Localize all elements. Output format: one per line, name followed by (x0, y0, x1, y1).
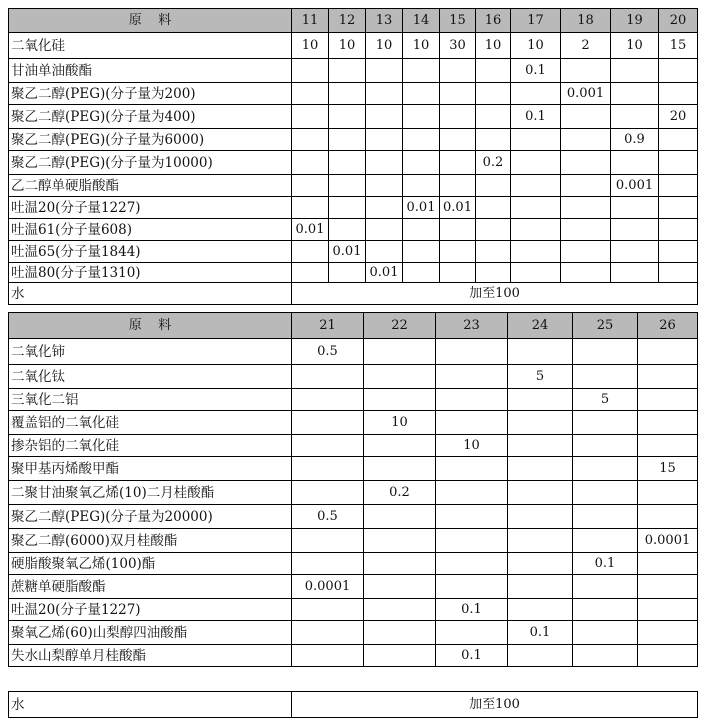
amount-cell (561, 151, 611, 175)
ingredient-name: 聚乙二醇(PEG)(分子量为10000) (9, 151, 292, 175)
amount-cell (508, 389, 573, 411)
amount-cell (364, 553, 436, 575)
table-row (9, 481, 698, 505)
amount-cell: 0.0001 (638, 529, 698, 553)
amount-cell (573, 339, 638, 365)
amount-cell (364, 645, 436, 667)
table1-body (9, 9, 698, 305)
example-number-header: 24 (508, 313, 573, 339)
table2-water-row (8, 691, 698, 718)
amount-cell (573, 411, 638, 435)
amount-cell (366, 241, 403, 263)
amount-cell (440, 105, 476, 129)
amount-cell: 10 (403, 33, 440, 59)
amount-cell (292, 263, 329, 283)
amount-cell (436, 457, 508, 481)
ingredient-name: 聚乙二醇(PEG)(分子量为20000) (9, 505, 292, 529)
amount-cell (476, 59, 511, 83)
table-row (9, 529, 698, 553)
amount-cell (561, 197, 611, 219)
ingredient-name: 吐温80(分子量1310) (9, 263, 292, 283)
ingredient-name: 甘油单油酸酯 (9, 59, 292, 83)
amount-cell (573, 645, 638, 667)
table-row (9, 389, 698, 411)
amount-cell (436, 365, 508, 389)
amount-cell (364, 505, 436, 529)
amount-cell (573, 365, 638, 389)
header-row (9, 313, 698, 339)
amount-cell (573, 505, 638, 529)
amount-cell (403, 175, 440, 197)
table-row (9, 263, 698, 283)
material-column-header: 原 料 (9, 313, 292, 339)
amount-cell (508, 553, 573, 575)
amount-cell (561, 175, 611, 197)
water-amount: 加至100 (292, 283, 698, 305)
table2-body (9, 313, 698, 667)
example-number-header: 26 (638, 313, 698, 339)
amount-cell (364, 599, 436, 621)
table-row (9, 365, 698, 389)
amount-cell (508, 505, 573, 529)
amount-cell (638, 411, 698, 435)
example-number-header: 21 (292, 313, 364, 339)
amount-cell: 5 (508, 365, 573, 389)
water-label: 水 (9, 692, 292, 718)
amount-cell (573, 435, 638, 457)
amount-cell (329, 219, 366, 241)
amount-cell (436, 339, 508, 365)
amount-cell (436, 529, 508, 553)
amount-cell (364, 339, 436, 365)
example-number-header: 22 (364, 313, 436, 339)
amount-cell (611, 263, 659, 283)
table-row (9, 411, 698, 435)
amount-cell (638, 505, 698, 529)
amount-cell (476, 175, 511, 197)
amount-cell (364, 365, 436, 389)
table-row (9, 219, 698, 241)
amount-cell: 0.1 (436, 645, 508, 667)
example-number-header: 18 (561, 9, 611, 33)
amount-cell (364, 457, 436, 481)
amount-cell (440, 263, 476, 283)
ingredient-name: 聚乙二醇(PEG)(分子量为400) (9, 105, 292, 129)
amount-cell (638, 645, 698, 667)
amount-cell (659, 241, 698, 263)
table-row (9, 241, 698, 263)
ingredient-name: 聚甲基丙烯酸甲酯 (9, 457, 292, 481)
amount-cell (659, 263, 698, 283)
amount-cell (440, 219, 476, 241)
amount-cell: 5 (573, 389, 638, 411)
amount-cell (403, 241, 440, 263)
amount-cell: 0.1 (436, 599, 508, 621)
amount-cell (292, 621, 364, 645)
example-number-header: 23 (436, 313, 508, 339)
formulation-table-examples-11-20 (8, 8, 698, 305)
amount-cell (329, 175, 366, 197)
amount-cell (329, 105, 366, 129)
amount-cell (508, 339, 573, 365)
amount-cell (638, 575, 698, 599)
amount-cell: 0.01 (329, 241, 366, 263)
amount-cell: 0.1 (573, 553, 638, 575)
water-row (9, 283, 698, 305)
amount-cell (403, 105, 440, 129)
amount-cell (573, 457, 638, 481)
ingredient-name: 二聚甘油聚氧乙烯(10)二月桂酸酯 (9, 481, 292, 505)
table-row (9, 33, 698, 59)
water-amount: 加至100 (292, 692, 698, 718)
ingredient-name: 硬脂酸聚氧乙烯(100)酯 (9, 553, 292, 575)
amount-cell (366, 219, 403, 241)
amount-cell: 0.9 (611, 129, 659, 151)
amount-cell (638, 481, 698, 505)
table-row (9, 105, 698, 129)
amount-cell (561, 105, 611, 129)
table-row (9, 83, 698, 105)
amount-cell (329, 83, 366, 105)
amount-cell: 30 (440, 33, 476, 59)
amount-cell (292, 481, 364, 505)
amount-cell (511, 129, 561, 151)
amount-cell (476, 241, 511, 263)
amount-cell (364, 389, 436, 411)
table-row (9, 59, 698, 83)
amount-cell (611, 197, 659, 219)
amount-cell (511, 175, 561, 197)
amount-cell: 10 (476, 33, 511, 59)
amount-cell (366, 59, 403, 83)
amount-cell (292, 59, 329, 83)
amount-cell (366, 175, 403, 197)
ingredient-name: 聚乙二醇(PEG)(分子量为6000) (9, 129, 292, 151)
amount-cell: 10 (292, 33, 329, 59)
amount-cell: 20 (659, 105, 698, 129)
amount-cell: 0.001 (611, 175, 659, 197)
amount-cell (403, 129, 440, 151)
amount-cell (573, 599, 638, 621)
amount-cell (292, 529, 364, 553)
amount-cell: 0.2 (364, 481, 436, 505)
ingredient-name: 吐温61(分子量608) (9, 219, 292, 241)
amount-cell (611, 151, 659, 175)
example-number-header: 25 (573, 313, 638, 339)
amount-cell (292, 83, 329, 105)
amount-cell (611, 219, 659, 241)
amount-cell (292, 129, 329, 151)
ingredient-name: 二氧化硅 (9, 33, 292, 59)
amount-cell (476, 129, 511, 151)
amount-cell: 10 (611, 33, 659, 59)
amount-cell (403, 83, 440, 105)
amount-cell (436, 481, 508, 505)
table-row (9, 553, 698, 575)
amount-cell (292, 599, 364, 621)
amount-cell (436, 553, 508, 575)
amount-cell (508, 599, 573, 621)
amount-cell (659, 59, 698, 83)
amount-cell (638, 339, 698, 365)
amount-cell: 0.01 (440, 197, 476, 219)
amount-cell (440, 175, 476, 197)
amount-cell (364, 621, 436, 645)
example-number-header: 11 (292, 9, 329, 33)
amount-cell (436, 505, 508, 529)
ingredient-name: 覆盖铝的二氧化硅 (9, 411, 292, 435)
amount-cell (476, 197, 511, 219)
amount-cell: 0.01 (292, 219, 329, 241)
amount-cell (364, 529, 436, 553)
example-number-header: 15 (440, 9, 476, 33)
amount-cell (403, 263, 440, 283)
table-row (9, 435, 698, 457)
ingredient-name: 吐温20(分子量1227) (9, 197, 292, 219)
amount-cell (659, 219, 698, 241)
amount-cell (511, 83, 561, 105)
amount-cell (292, 197, 329, 219)
amount-cell (476, 83, 511, 105)
amount-cell (292, 457, 364, 481)
table-row (9, 197, 698, 219)
ingredient-name: 聚乙二醇(6000)双月桂酸酯 (9, 529, 292, 553)
amount-cell (511, 263, 561, 283)
amount-cell (366, 105, 403, 129)
formulation-table-examples-21-26 (8, 312, 698, 667)
amount-cell: 0.5 (292, 505, 364, 529)
amount-cell (508, 645, 573, 667)
table-row (9, 599, 698, 621)
amount-cell (573, 481, 638, 505)
amount-cell (329, 263, 366, 283)
amount-cell (436, 389, 508, 411)
amount-cell: 10 (436, 435, 508, 457)
amount-cell (638, 389, 698, 411)
amount-cell (329, 197, 366, 219)
amount-cell (508, 435, 573, 457)
amount-cell (638, 621, 698, 645)
table-row (9, 457, 698, 481)
amount-cell (292, 241, 329, 263)
amount-cell (508, 575, 573, 599)
amount-cell (436, 411, 508, 435)
ingredient-name: 失水山梨醇单月桂酸酯 (9, 645, 292, 667)
amount-cell (366, 197, 403, 219)
amount-cell: 0.1 (511, 105, 561, 129)
table-row (9, 129, 698, 151)
header-row (9, 9, 698, 33)
table-row (9, 175, 698, 197)
amount-cell (476, 263, 511, 283)
ingredient-name: 三氧化二铝 (9, 389, 292, 411)
amount-cell (292, 645, 364, 667)
amount-cell (573, 621, 638, 645)
example-number-header: 14 (403, 9, 440, 33)
amount-cell: 0.1 (511, 59, 561, 83)
ingredient-name: 聚乙二醇(PEG)(分子量为200) (9, 83, 292, 105)
amount-cell (561, 129, 611, 151)
amount-cell (292, 175, 329, 197)
amount-cell (659, 197, 698, 219)
amount-cell (476, 219, 511, 241)
amount-cell: 0.001 (561, 83, 611, 105)
example-number-header: 12 (329, 9, 366, 33)
ingredient-name: 二氧化铈 (9, 339, 292, 365)
amount-cell (440, 151, 476, 175)
amount-cell (511, 151, 561, 175)
amount-cell (638, 599, 698, 621)
amount-cell (292, 411, 364, 435)
ingredient-name: 蔗糖单硬脂酸酯 (9, 575, 292, 599)
ingredient-name: 聚氧乙烯(60)山梨醇四油酸酯 (9, 621, 292, 645)
amount-cell (561, 263, 611, 283)
amount-cell: 10 (329, 33, 366, 59)
amount-cell (403, 219, 440, 241)
amount-cell (638, 435, 698, 457)
amount-cell (476, 105, 511, 129)
ingredient-name: 二氧化钛 (9, 365, 292, 389)
material-column-header: 原 料 (9, 9, 292, 33)
ingredient-name: 吐温20(分子量1227) (9, 599, 292, 621)
amount-cell (292, 389, 364, 411)
table-row (9, 505, 698, 529)
amount-cell (292, 105, 329, 129)
amount-cell (659, 83, 698, 105)
amount-cell (292, 151, 329, 175)
amount-cell (611, 83, 659, 105)
amount-cell (561, 219, 611, 241)
amount-cell (436, 621, 508, 645)
amount-cell: 0.01 (366, 263, 403, 283)
amount-cell (511, 219, 561, 241)
amount-cell (561, 241, 611, 263)
amount-cell (508, 411, 573, 435)
amount-cell (329, 59, 366, 83)
example-number-header: 16 (476, 9, 511, 33)
amount-cell: 0.1 (508, 621, 573, 645)
amount-cell (292, 435, 364, 457)
amount-cell: 10 (364, 411, 436, 435)
amount-cell (440, 129, 476, 151)
amount-cell (364, 435, 436, 457)
amount-cell (403, 59, 440, 83)
example-number-header: 13 (366, 9, 403, 33)
water-label: 水 (9, 283, 292, 305)
amount-cell (511, 197, 561, 219)
amount-cell: 10 (511, 33, 561, 59)
amount-cell: 15 (659, 33, 698, 59)
ingredient-name: 吐温65(分子量1844) (9, 241, 292, 263)
amount-cell (611, 59, 659, 83)
example-number-header: 20 (659, 9, 698, 33)
amount-cell: 0.5 (292, 339, 364, 365)
amount-cell (511, 241, 561, 263)
amount-cell (638, 553, 698, 575)
amount-cell (329, 129, 366, 151)
amount-cell (611, 105, 659, 129)
table-row (9, 645, 698, 667)
ingredient-name: 掺杂铝的二氧化硅 (9, 435, 292, 457)
amount-cell (366, 83, 403, 105)
amount-cell (329, 151, 366, 175)
table-row (9, 151, 698, 175)
amount-cell (440, 83, 476, 105)
amount-cell (436, 575, 508, 599)
amount-cell: 15 (638, 457, 698, 481)
example-number-header: 17 (511, 9, 561, 33)
amount-cell (292, 365, 364, 389)
amount-cell (659, 129, 698, 151)
amount-cell (508, 529, 573, 553)
amount-cell: 2 (561, 33, 611, 59)
amount-cell (659, 175, 698, 197)
amount-cell: 0.2 (476, 151, 511, 175)
amount-cell (440, 241, 476, 263)
ingredient-name: 乙二醇单硬脂酸酯 (9, 175, 292, 197)
amount-cell (364, 575, 436, 599)
table-row (9, 575, 698, 599)
amount-cell (573, 529, 638, 553)
amount-cell (659, 151, 698, 175)
amount-cell: 10 (366, 33, 403, 59)
amount-cell (573, 575, 638, 599)
table-row (9, 339, 698, 365)
table-row (9, 621, 698, 645)
amount-cell (611, 241, 659, 263)
amount-cell (403, 151, 440, 175)
amount-cell: 0.0001 (292, 575, 364, 599)
example-number-header: 19 (611, 9, 659, 33)
amount-cell (366, 129, 403, 151)
amount-cell (508, 481, 573, 505)
amount-cell (561, 59, 611, 83)
amount-cell: 0.01 (403, 197, 440, 219)
amount-cell (638, 365, 698, 389)
amount-cell (292, 553, 364, 575)
amount-cell (440, 59, 476, 83)
amount-cell (366, 151, 403, 175)
amount-cell (508, 457, 573, 481)
